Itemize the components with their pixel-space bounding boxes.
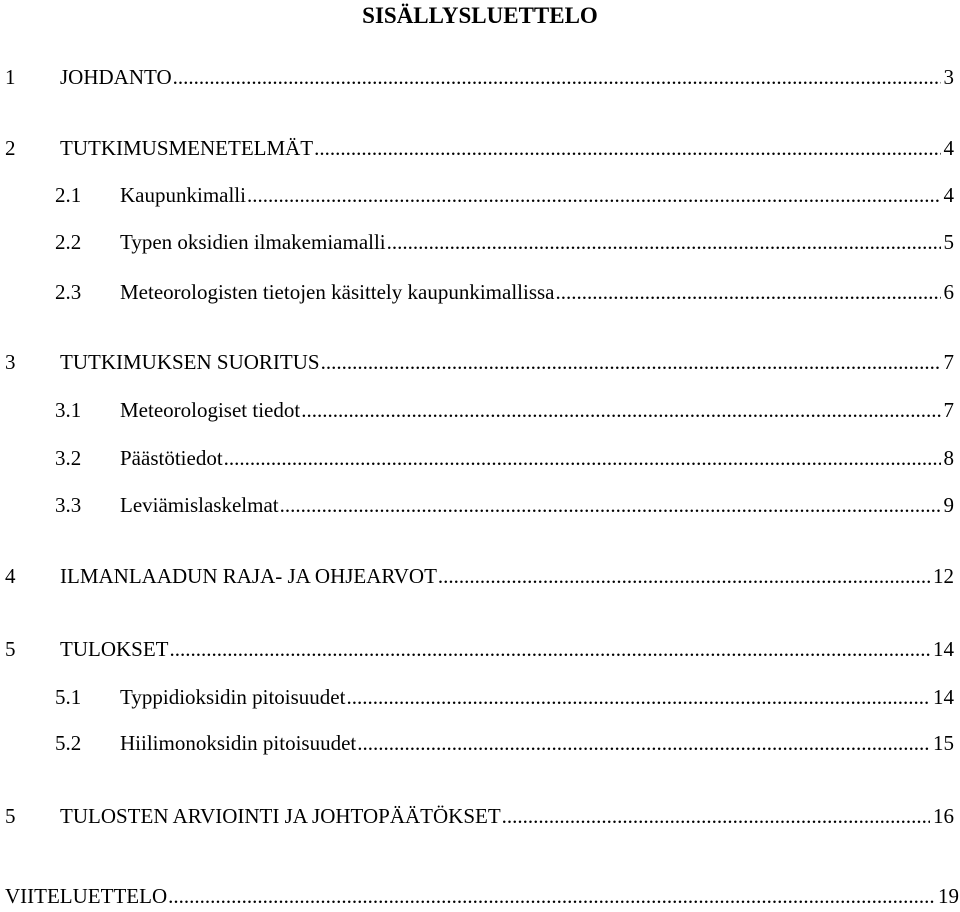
- toc-entry-title: TUTKIMUSMENETELMÄT: [60, 136, 314, 160]
- toc-entry-title: JOHDANTO: [60, 65, 172, 89]
- toc-entry-page: 8: [943, 446, 954, 470]
- toc-entry-number: 2.2: [55, 230, 82, 254]
- toc-title: SISÄLLYSLUETTELO: [362, 3, 598, 28]
- toc-entry-title: TULOKSET: [60, 637, 169, 661]
- toc-entry-title: Meteorologiset tiedot: [120, 398, 301, 422]
- toc-entry-title: Leviämislaskelmat: [120, 493, 279, 517]
- toc-entry-page: 3: [943, 65, 954, 89]
- toc-entry-page: 19: [938, 884, 959, 908]
- toc-entry-title: Kaupunkimalli: [120, 183, 246, 207]
- toc-entry-tulokset[interactable]: [0, 636, 960, 662]
- toc-entry-page: 4: [943, 183, 954, 207]
- toc-entry-number: 5.1: [55, 685, 82, 709]
- toc-entry-title: Typpidioksidin pitoisuudet: [120, 685, 346, 709]
- toc-entry-page: 9: [943, 493, 954, 517]
- dot-leader: [170, 636, 931, 662]
- toc-entry-page: 14: [933, 637, 954, 661]
- toc-entry-ilmanlaadun-raja[interactable]: [0, 563, 960, 589]
- toc-entry-title: TUTKIMUKSEN SUORITUS: [60, 350, 320, 374]
- toc-entry-leviamislaskelmat[interactable]: [0, 492, 960, 518]
- dot-leader: [168, 883, 935, 909]
- toc-entry-page: 5: [943, 230, 954, 254]
- toc-entry-page: 4: [943, 136, 954, 160]
- toc-entry-number: 5: [5, 804, 16, 828]
- toc-entry-page: 7: [943, 350, 954, 374]
- toc-entry-meteorologisten-tietojen[interactable]: [0, 279, 960, 305]
- dot-leader: [357, 730, 930, 756]
- toc-entry-title: Päästötiedot: [120, 446, 223, 470]
- toc-entry-paastotiedot[interactable]: [0, 445, 960, 471]
- toc-entry-johdanto[interactable]: [0, 64, 960, 90]
- toc-entry-hiilimonoksidin[interactable]: [0, 730, 960, 756]
- toc-entry-typpidioksidin[interactable]: [0, 684, 960, 710]
- toc-entry-number: 5: [5, 637, 16, 661]
- toc-entry-number: 4: [5, 564, 16, 588]
- toc-entry-page: 15: [933, 731, 954, 755]
- dot-leader: [387, 229, 941, 255]
- dot-leader: [556, 279, 941, 305]
- toc-entry-typen-oksidien[interactable]: [0, 229, 960, 255]
- dot-leader: [173, 64, 941, 90]
- toc-entry-meteorologiset-tiedot[interactable]: [0, 397, 960, 423]
- toc-entry-number: 5.2: [55, 731, 82, 755]
- dot-leader: [346, 684, 930, 710]
- toc-entry-number: 3: [5, 350, 16, 374]
- toc-entry-page: 6: [943, 280, 954, 304]
- dot-leader: [280, 492, 941, 518]
- toc-entry-title: TULOSTEN ARVIOINTI JA JOHTOPÄÄTÖKSET: [60, 804, 501, 828]
- toc-entry-number: 3.2: [55, 446, 82, 470]
- toc-entry-number: 3.3: [55, 493, 82, 517]
- toc-entry-number: 2.1: [55, 183, 82, 207]
- toc-entry-number: 2: [5, 136, 16, 160]
- toc-entry-tulosten-arviointi[interactable]: [0, 803, 960, 829]
- dot-leader: [247, 182, 941, 208]
- toc-entry-number: 1: [5, 65, 16, 89]
- toc-entry-number: 3.1: [55, 398, 82, 422]
- toc-entry-title: ILMANLAADUN RAJA- JA OHJEARVOT: [60, 564, 437, 588]
- toc-entry-title: VIITELUETTELO: [5, 884, 168, 908]
- toc-entry-page: 7: [943, 398, 954, 422]
- toc-entry-kaupunkimalli[interactable]: [0, 182, 960, 208]
- toc-entry-number: 2.3: [55, 280, 82, 304]
- toc-entry-page: 14: [933, 685, 954, 709]
- dot-leader: [321, 349, 941, 375]
- toc-entry-page: 12: [933, 564, 954, 588]
- toc-entry-viiteluettelo[interactable]: [0, 883, 960, 909]
- toc-entry-tutkimuksen-suoritus[interactable]: [0, 349, 960, 375]
- dot-leader: [301, 397, 940, 423]
- toc-entry-title: Typen oksidien ilmakemiamalli: [120, 230, 386, 254]
- dot-leader: [502, 803, 930, 829]
- toc-entry-title: Meteorologisten tietojen käsittely kaupunkimallissa: [120, 280, 555, 304]
- dot-leader: [314, 135, 940, 161]
- dot-leader: [224, 445, 941, 471]
- toc-entry-page: 16: [933, 804, 954, 828]
- toc-entry-tutkimusmenetelmat[interactable]: [0, 135, 960, 161]
- toc-entry-title: Hiilimonoksidin pitoisuudet: [120, 731, 357, 755]
- dot-leader: [438, 563, 930, 589]
